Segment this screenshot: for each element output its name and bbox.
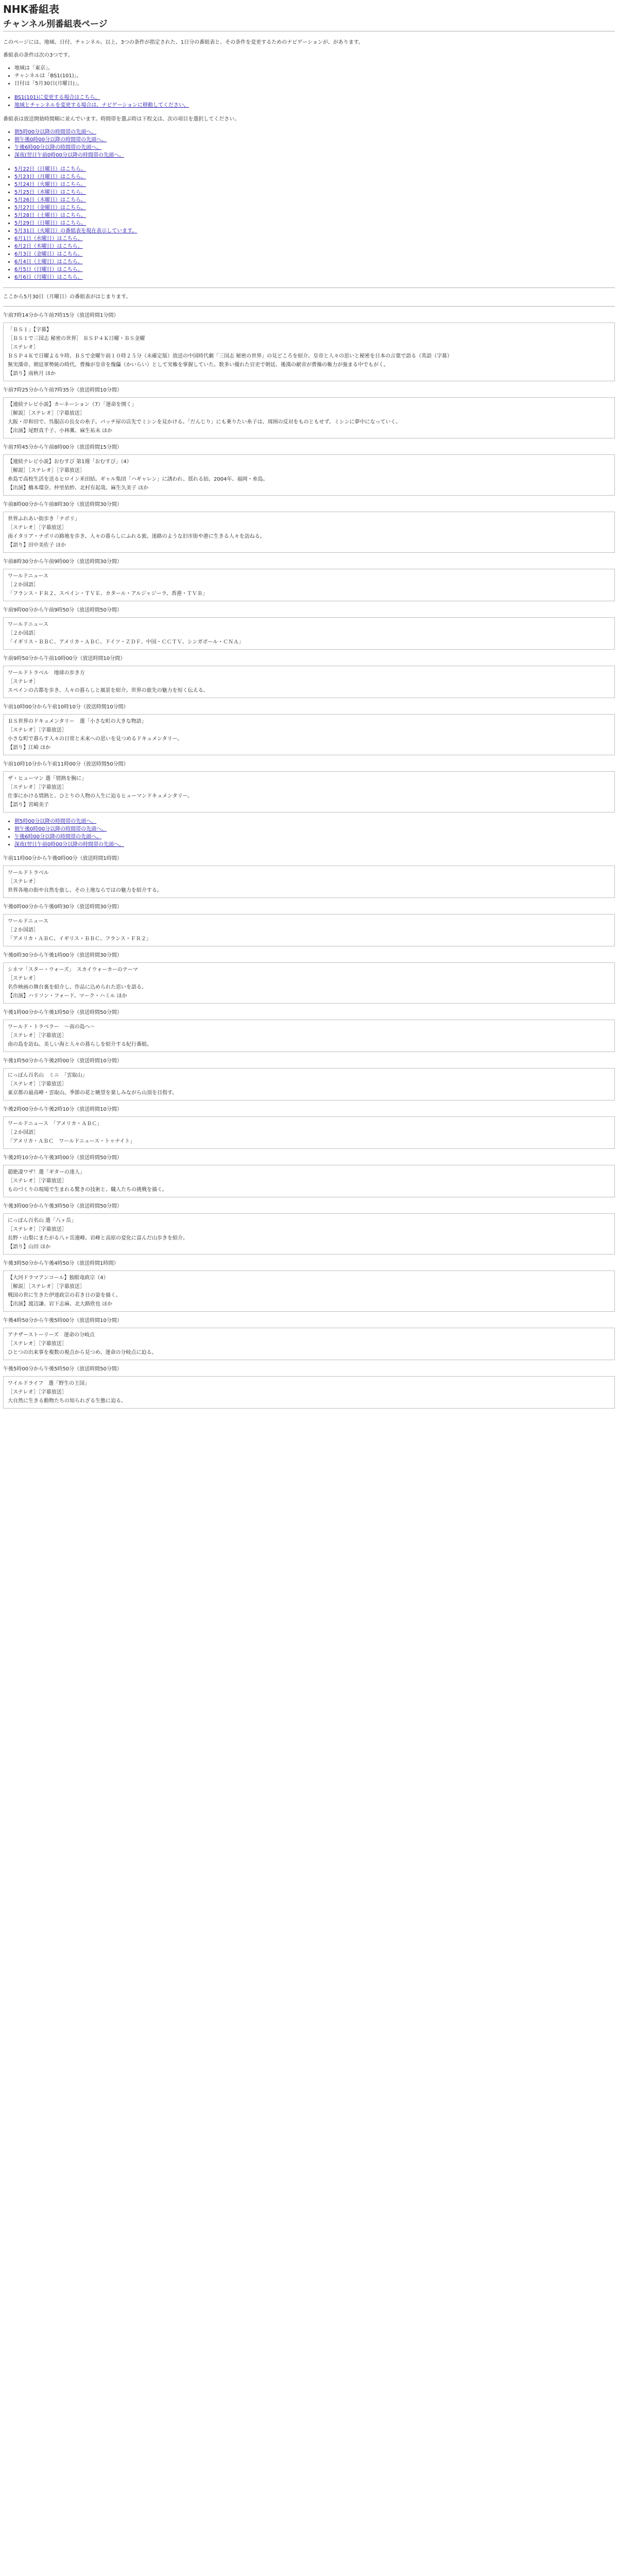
program-description: ［２か国語］ [8,631,39,636]
program-title: 【大河ドラマアンコール】独眼竜政宗（4） [8,1275,109,1281]
condition-item: • チャンネルは「BS1(101)」。 [14,72,615,80]
program-time: 午前7時25分から午前7時35分（放送時間10分間） [3,387,122,393]
program-title: 「ＢＳ１」【字幕】 [8,327,52,333]
program-item [3,1106,615,1149]
program-detail-box [3,1116,615,1149]
date-links [3,165,615,281]
program-description: 「アメリカ・ＡＢＣ、イギリス・ＢＢＣ、フランス・ＦＲ２」 [8,936,151,942]
program-time: 午後0時00分から午後0時30分（放送時間30分間） [3,904,122,910]
program-description: 無実漢帝、朝廷軍勢統の時代、曹操が皇帝を傀儡（かいらい）として実権を掌握していた。数多い優れた官吏で朝廷、後漢の献帝が曹操の権力が強まる中でもがく。 [8,362,389,368]
program-title: ザ・ヒューマン 選「情熱を胸に」 [8,776,87,782]
program-time: 午後2時10分から午後3時00分（放送時間50分間） [3,1155,122,1161]
program-detail-box [3,1376,615,1409]
change-links [3,94,615,109]
date-link[interactable]: 5月23日（月曜日）はこちら。 [14,174,87,180]
program-title: ワールドニュース [8,622,48,628]
program-title: ワールドトラベル 地球の歩き方 [8,670,85,676]
date-link-item [14,243,615,250]
program-time: 午後1時50分から午後2時00分（放送時間10分間） [3,1058,122,1064]
program-description: ［ステレオ］ [8,976,39,981]
program-description: 【語り】江崎 ほか [8,745,51,751]
date-link[interactable]: 6月1日（水曜日）はこちら。 [14,236,83,242]
program-time: 午前9時50分から午前10時00分（放送時間10分間） [3,656,126,662]
date-link[interactable]: 5月28日（土曜日）はこちら。 [14,213,87,218]
program-description: 東京都の最高峰・雲取山。季節の花と眺望を楽しみながら山頂を目指す。 [8,1090,178,1096]
program-item [3,903,615,946]
program-title: 世界ふれあい街歩き「ナポリ」 [8,516,80,522]
date-link[interactable]: 6月6日（月曜日）はこちら。 [14,275,83,280]
date-link[interactable]: 5月27日（金曜日）はこちら。 [14,205,87,211]
program-detail-box [3,1270,615,1312]
time-link-evening[interactable]: 午後6時00分以降の時間帯の先頭へ。 [14,834,102,840]
date-link[interactable]: 6月4日（土曜日）はこちら。 [14,259,83,265]
date-link-item [14,189,615,196]
program-description: 【語り】山田 ほか [8,1244,51,1250]
program-description: 【出演】橋本環奈、仲里依紗、北村有起哉、麻生久美子 ほか [8,485,149,491]
intro-text: このページには、地域、日付、チャンネル、以上、3つの条件が指定された、1日分の番組表と、その条件を変更するためのナビゲーションが、があります。 [3,40,364,45]
program-description: ［ステレオ］［字幕放送］ [8,1389,67,1395]
program-title: 超絶凄ワザ！選「ギターの達人」 [8,1170,85,1175]
date-link-item [14,196,615,204]
program-detail-box [3,617,615,650]
program-detail-box [3,866,615,898]
program-description: ［ステレオ］［字幕放送］ [8,727,67,733]
program-item [3,1154,615,1197]
date-link-item [14,219,615,227]
program-detail-box [3,962,615,1004]
page-subtitle: チャンネル別番組表ページ [3,19,615,31]
program-description: 糸島で高校生活を送るヒロイン米田結。ギャル集団「ハギャレン」に誘われ、揺れる結。2004年、福岡・糸島。 [8,477,268,482]
program-description: 【語り】宮崎美子 [8,802,49,808]
program-item [3,606,615,650]
change-area-link[interactable]: 地域とチャンネルを変更する場合は、ナビゲーションに移動してください。 [14,103,189,108]
program-description: 長野・山梨にまたがる八ヶ岳連峰。岩峰と高原の変化に富んだ山歩きを紹介。 [8,1235,188,1241]
program-description: ［ステレオ］［字幕放送］ [8,525,67,531]
program-description: 仕事にかける情熱と、ひとりの人物の人生に迫るヒューマンドキュメンタリー。 [8,793,193,799]
time-link-morning[interactable]: 朝5時00分以降の時間帯の先頭へ。 [14,129,97,135]
program-description: 南イタリア・ナポリの路地を歩き、人々の暮らしにふれる旅。迷路のような旧市街や港に生きる人々を訪ねる。 [8,534,265,539]
change-link-item [14,101,615,109]
program-title: にっぽん百名山 ミニ 「雲取山」 [8,1073,88,1078]
divider [3,287,615,288]
program-time: 午前9時00分から午前9時50分（放送時間50分間） [3,607,122,613]
program-detail-box [3,454,615,496]
date-link-item [14,274,615,281]
program-item [3,703,615,755]
program-title: 【連続テレビ小説】おむすび 第1週「おむすび」（4） [8,459,132,465]
program-item [3,1260,615,1312]
change-link-item [14,94,615,101]
time-links-mid [3,818,615,849]
date-link-item [14,204,615,212]
program-time: 午後3時50分から午後4時50分（放送時間1時間） [3,1261,119,1266]
program-item [3,760,615,812]
date-link-item [14,181,615,189]
program-description: ものづくりの現場で生まれる驚きの技術と、職人たちの挑戦を描く。 [8,1187,167,1193]
program-title: ワールドニュース [8,919,48,924]
change-channel-link[interactable]: BS1(101)に変更する場合はこちら。 [14,95,100,100]
condition-item: • 地域は「東京」。 [14,64,615,72]
condition-item: • 日付は「5月30日(月曜日)」。 [14,80,615,88]
program-detail-box [3,714,615,755]
time-links-top [3,128,615,159]
program-time: 午後1時00分から午後1時50分（放送時間50分間） [3,1010,122,1015]
program-description: ［解説］［ステレオ］［字幕放送］ [8,468,85,473]
conditions-list [3,64,615,88]
program-title: ＢＳ世界のドキュメンタリー 選「小さな町の大きな物語」 [8,719,147,724]
date-link[interactable]: 5月31日（火曜日）の番組表を現在表示しています。 [14,228,138,234]
time-link-noon[interactable]: 朝午後0時00分以降の時間帯の先頭へ。 [14,826,107,832]
program-description: 【出演】尾野真千子、小林薫、麻生祐未 ほか [8,428,113,434]
program-detail-box [3,1068,615,1100]
program-title: ワールドニュース 「アメリカ・ＡＢＣ」 [8,1121,102,1127]
program-detail-box [3,1020,615,1052]
date-link[interactable]: 5月22日（日曜日）はこちら。 [14,166,87,172]
date-link-item [14,235,615,243]
program-description: 戦国の世に生きた伊達政宗の若き日の姿を描く。 [8,1293,121,1298]
date-link-item [14,266,615,274]
program-detail-box [3,666,615,698]
program-time: 午前8時00分から午前8時30分（放送時間30分間） [3,502,122,507]
program-description: 南の島を訪ね、美しい海と人々の暮らしを紹介する紀行番組。 [8,1042,152,1047]
program-time: 午後5時00分から午後5時50分（放送時間50分間） [3,1366,122,1372]
program-time: 午前7時45分から午前8時00分（放送時間15分間） [3,445,122,450]
program-title: アナザーストーリーズ 運命の分岐点 [8,1332,95,1338]
program-time: 午後2時00分から午後2時10分（放送時間10分間） [3,1107,122,1112]
program-time: 午前10時00分から午前10時10分（放送時間10分間） [3,704,129,710]
program-description: ［ステレオ］［字幕放送］ [8,1227,67,1232]
program-description: 【語り】田中美佐子 ほか [8,543,66,548]
program-detail-box [3,397,615,438]
divider [3,306,615,307]
date-link[interactable]: 5月24日（火曜日）はこちら。 [14,182,87,188]
program-item [3,1202,615,1255]
program-detail-box [3,1328,615,1360]
program-item [3,655,615,698]
program-description: ひとつの出来事を複数の視点から見つめ、運命の分岐点に迫る。 [8,1350,157,1355]
program-detail-box [3,512,615,553]
program-description: 小さな町で暮らす人々の日常と未来への思いを見つめるドキュメンタリー。 [8,736,183,742]
program-item [3,558,615,601]
date-link-item [14,212,615,219]
date-link-item [14,173,615,181]
program-description: ［ステレオ］ [8,879,39,885]
program-description: 「フランス・ＦＲ２、スペイン・ＴＶＥ、カタール・アルジャジーラ、香港・ＴＶＢ」 [8,591,208,597]
order-note: 番組表は放送開始時間順に並んでいます。時間帯を選ぶ時は下程文は、次の項目を選択してください。 [3,116,240,122]
program-item [3,952,615,1004]
program-title: シネマ「スター・ウォーズ」 スカイウォーカーのテーマ [8,967,138,973]
program-description: 「イギリス・ＢＢＣ、アメリカ・ＡＢＣ、ドイツ・ＺＤＦ、中国・ＣＣＴＶ、シンガポール・ＣＮＡ」 [8,639,244,645]
program-description: ［ステレオ］［字幕放送］ [8,785,67,790]
program-title: ワールドトラベル [8,870,49,876]
program-description: 【語り】南秋月 ほか [8,371,56,377]
program-description: ［ステレオ］［字幕放送］ [8,1341,67,1347]
program-description: 「アメリカ・ＡＢＣ ワールドニュース・トゥナイト」 [8,1139,135,1144]
program-description: 【出演】渡辺謙、岩下志麻、北大路欣也 ほか [8,1301,113,1307]
program-description: ［ステレオ］ [8,679,39,685]
program-description: ［ステレオ］［字幕放送］ [8,1178,67,1184]
program-item [3,855,615,898]
date-link-item [14,227,615,235]
program-item [3,1365,615,1409]
date-link-item [14,165,615,173]
program-detail-box [3,914,615,946]
program-title: 【連続テレビ小説】カーネーション（7）「運命を開く」 [8,402,137,408]
program-time: 午後0時30分から午後1時00分（放送時間30分間） [3,953,122,958]
program-title: にっぽん百名山 選「八ヶ岳」 [8,1218,76,1224]
program-time: 午前11時00分から午後0時00分（放送時間1時間） [3,856,122,861]
program-item [3,1057,615,1100]
program-detail-box [3,1213,615,1255]
program-detail-box [3,771,615,812]
program-item [3,312,615,381]
time-link-midnight[interactable]: 深夜(翌日午前0時00分以降の時間帯の先頭へ。 [14,842,124,848]
program-detail-box [3,323,615,381]
program-description: 世界各地の街や自然を旅し、その土地ならではの魅力を紹介する。 [8,888,162,893]
program-item [3,444,615,496]
program-description: スペインの古都を歩き、人々の暮らしと風景を紹介。世界の旅先の魅力を短く伝える。 [8,688,209,693]
date-link[interactable]: 5月25日（水曜日）はこちら。 [14,190,87,195]
program-detail-box [3,569,615,601]
program-description: 【出演】ハリソン・フォード、マーク・ハミル ほか [8,993,127,999]
time-link-evening[interactable]: 午後6時00分以降の時間帯の先頭へ。 [14,145,102,150]
program-list [3,312,615,812]
date-link-item [14,258,615,266]
program-time: 午前8時30分から午前9時00分（放送時間30分間） [3,559,122,565]
page-title: NHK番組表 [3,3,59,15]
date-link[interactable]: 5月29日（日曜日）はこちら。 [14,221,87,226]
program-title: ワイルドライフ 選「野生の王国」 [8,1381,90,1386]
date-link[interactable]: 6月2日（木曜日）はこちら。 [14,244,83,249]
program-description: ［ステレオ］［字幕放送］ [8,1033,67,1039]
program-title: ワールド・トラベラー ～南の島へ～ [8,1024,95,1030]
time-link-morning[interactable]: 朝5時00分以降の時間帯の先頭へ。 [14,819,97,824]
program-description: ［２か国語］ [8,927,39,933]
program-description: ［解説］［ステレオ］［字幕放送］ [8,1284,85,1290]
program-description: 大阪・岸和田で、呉服店の長女の糸子。パッチ屋の店先でミシンを見かける。「だんじり」にも乗りたい糸子は、周囲の反対をものともせず、ミシンに夢中になっていく。 [8,419,401,425]
program-item [3,1317,615,1360]
program-detail-box [3,1165,615,1197]
program-list [3,855,615,1409]
date-link[interactable]: 5月26日（木曜日）はこちら。 [14,197,87,203]
program-time: 午後4時50分から午後5時00分（放送時間10分間） [3,1318,122,1324]
program-description: ［解説］［ステレオ］［字幕放送］ [8,411,85,416]
program-item [3,1009,615,1052]
program-description: ［ステレオ］ [8,345,39,350]
program-description: 名作映画の舞台裏を紹介し、作品に込められた思いを語る。 [8,985,147,990]
program-description: ＢＳＰ４Ｋで日曜よる９時、ＢＳで金曜午前１０時２５分（未確定版）放送の中国時代劇「三国志 秘密の世界」の見どころを紹介。皇帝と人々の思いと秘密を日本の言葉で語る（英語（字幕） [8,353,453,359]
program-description: ［２か国語］ [8,582,39,588]
time-link-noon[interactable]: 朝午後0時00分以降の時間帯の先頭へ。 [14,137,107,143]
program-description: 大自然に生きる動物たちの知られざる生態に迫る。 [8,1398,126,1404]
time-link-midnight[interactable]: 深夜(翌日午前0時00分以降の時間帯の先頭へ。 [14,152,124,158]
program-time: 午後3時00分から午後3時50分（放送時間50分間） [3,1204,122,1209]
date-link-item [14,250,615,258]
program-description: ［ステレオ］［字幕放送］ [8,1081,67,1087]
conditions-heading: 番組表の条件は次の3つです。 [3,53,73,58]
program-description: ［ＢＳ１で三国志 秘密の世界］ ＢＳＰ４Ｋ日曜・ＢＳ金曜 [8,336,145,342]
program-title: ワールドニュース [8,573,48,579]
date-link[interactable]: 6月5日（日曜日）はこちら。 [14,267,83,273]
program-item [3,386,615,438]
date-divider-text: ここから5月30日（月曜日）の番組表がはじまります。 [3,294,131,300]
program-item [3,501,615,553]
program-time: 午前7時14分から午前7時15分（放送時間1分間） [3,313,119,318]
date-link[interactable]: 6月3日（金曜日）はこちら。 [14,251,83,257]
program-time: 午前10時10分から午前11時00分（放送時間50分間） [3,761,129,767]
program-description: ［２か国語］ [8,1130,39,1136]
